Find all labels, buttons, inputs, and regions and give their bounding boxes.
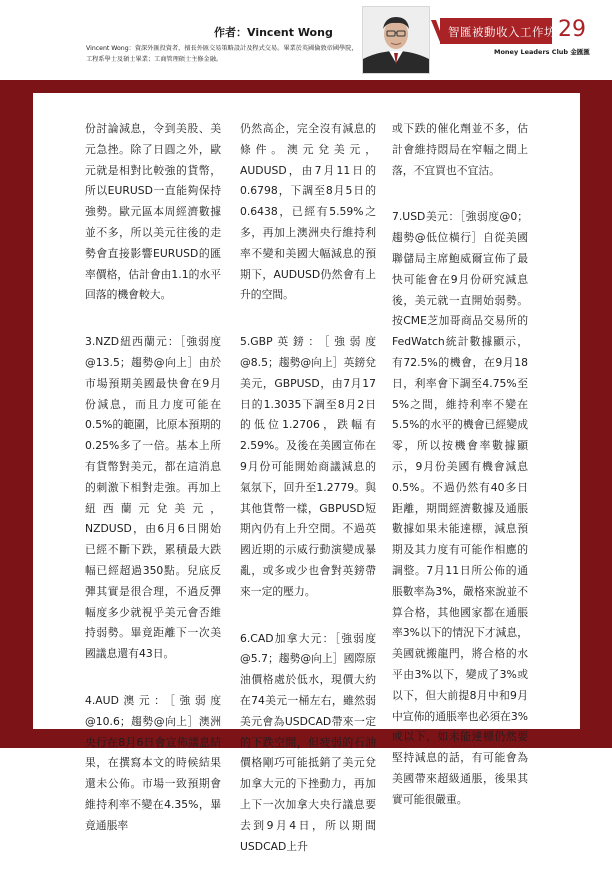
- club-name: Money Leaders Club 金匯匯: [494, 48, 590, 56]
- column-title-bar: [440, 18, 556, 44]
- author-photo: [362, 6, 430, 74]
- column-title: 智匯被動收入工作坊: [448, 25, 556, 39]
- author-bio: Vincent Wong：資深外匯投資者，擅長外匯交易策略設計及程式交易。畢業於英國倫敦帝國學院，工程系學士及碩士畢業；工商管理碩士主修金融。: [86, 45, 358, 63]
- paragraph: 3.NZD紐西蘭元：［強弱度@13.5；趨勢@向上］由於市場預期美國最快會在9月份減息，而且力度可能在0.5%的範圍，比原本預期的0.25%多了一倍。基本上所有貨幣對美元，都在這消息的刺激下相對走強。再加上紐西蘭元兌美元，NZDUSD，由6月6日開始已經不斷下跌，累積最大跌幅已經超過350點。兒底反彈其實是很合理，不過反彈幅度多少就視乎美元會否維持弱勢。畢竟距離下一次美國議息還有43日。: [85, 335, 221, 661]
- author-name: 作者：Vincent Wong: [214, 26, 333, 39]
- paragraph: 份討論減息，令到美股、美元急挫。除了日圓之外，歐元就是相對比較強的貨幣，所以EURUSD一直能夠保持強勢。歐元區本周經濟數據並不多，所以美元往後的走勢會直接影響EURUSD的匯率價格，估計會由1.1的水平回落的機會較大。: [85, 122, 221, 302]
- paragraph: 6.CAD加拿大元：［強弱度@5.7；趨勢@向上］國際原油價格處於低水，現價大約在74美元一桶左右，雖然弱美元會為USDCAD帶來一定的下跌空間，但疲弱的石油價格剛巧可能抵銷了美元兌加拿大元的下挫動力，再加上下一次加拿大央行議息要去到9月4日，所以期間USDCAD上升: [240, 631, 376, 853]
- paragraph: 7.USD美元：［強弱度@0；趨勢@低位橫行］自從美國聯儲局主席鮑威爾宣佈了最快可能會在9月份研究減息後，美元就一直開始弱勢。按CME芝加哥商品交易所的FedWatch統計數據顯示，有72.5%的機會，在9月18日，利率會下調至4.75%至5%之間，維持利率不變在5.5%的水平的機會已經變成零，所以按機會率數據顯示，9月份美國有機會減息0.5%。不過仍然有40多日距離，期間經濟數據及通脹數據如果未能達標，減息預期及其力度有可能作相應的調整。7月11日所公佈的通脹數率為3%，嚴格來說並不算合格，其他國家都在通脹率3%以下的情況下才減息，美國就搬龍門，將合格的水平由3%以下，變成了3%或以下，但大前提8月中和9月中宣佈的通脹率也必須在3%或以下，如未能達標仍然要堅持減息的話，有可能會為美國帶來超級通脹，後果其實可能很嚴重。: [392, 210, 528, 806]
- article-column-2: [240, 119, 376, 883]
- paragraph: 5.GBP英鎊：［強弱度@8.5；趨勢@向上］英鎊兌美元，GBPUSD，由7月17日的1.3035下調至8月2日的低位1.2706，跌幅有2.59%。及後在美國宣佈在9月份可能開始商議減息的氣氛下，回升至1.2779。與其他貨幣一樣，GBPUSD短期內仍有上升空間。不過英國近期的示威行動演變成暴亂，或多或少也會對英鎊帶來一定的壓力。: [240, 335, 376, 598]
- article-column-1: [85, 119, 221, 863]
- page-number: 29: [558, 17, 586, 42]
- paragraph: 或下跌的催化劑並不多，估計會維持悶局在窄幅之間上落，不宜買也不宜沽。: [392, 122, 528, 177]
- page-header: [0, 0, 612, 78]
- column-badge: [436, 18, 606, 44]
- author-portrait-icon: [363, 7, 429, 73]
- article-column-3: [392, 119, 528, 837]
- paragraph: 仍然高企，完全沒有減息的條件。澳元兌美元，AUDUSD，由7月11日的0.6798，下調至8月5日的0.6438，已經有5.59%之多，再加上澳洲央行維持利率不變和美國大幅減息的預期下，AUDUSD仍然會有上升的空間。: [240, 122, 376, 302]
- paragraph: 4.AUD澳元：［強弱度@10.6；趨勢@向上］澳洲央行在8月6日會宣佈議息結果，在撰寫本文的時候結果還未公佈。市場一致預期會維持利率不變在4.35%，畢竟通脹率: [85, 693, 221, 832]
